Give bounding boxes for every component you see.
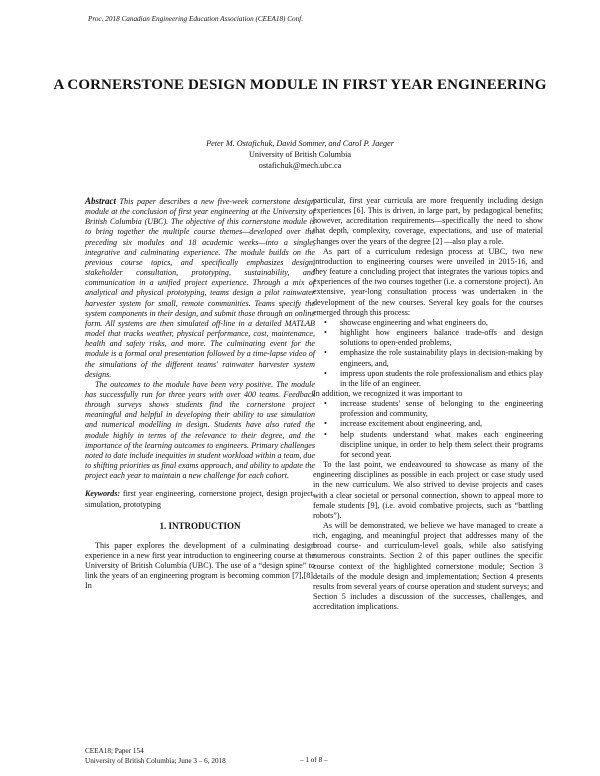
list-item: • help students understand what makes each engineering discipline unique, in order to help them select their programs for second year. — [313, 430, 543, 460]
keywords-paragraph — [85, 489, 315, 509]
list-item: • increase excitement about engineering, and, — [313, 419, 543, 429]
abstract-text: This paper describes a new five-week cornerstone design module at the conclusion of first year engineering at the University of British Columbia (UBC). The objective of this cornerstone module is to bring together the multiple course themes—developed over the preceding six modules and 18 academic weeks—into a single, integrative and culminating experience. The module builds on the previous course topics, and specifically emphasizes design, stakeholder consultation, prototyping, sustainability, and communication in a unified project experience. Through a mix of analytical and physical prototyping, teams design a pilot rainwater harvester system for small, remote communities. Teams specify the system components in their design, and submit those through an online form. All systems are then simulated off-line in a detailed MATLAB model that tracks weather, physical performance, cost, maintenance, health and safety risks, and more. The culminating event for the module is a formal oral presentation followed by a time-lapse video of the simulations of the different teams' rainwater harvester system designs. — [85, 197, 316, 379]
intro-paragraph: This paper explores the development of a culminating design experience in a new first year introduction to engineering course at the University of British Columbia (UBC). The use of a “design spine” to link the years of an engineering program is becoming common [7],[8]. In — [85, 540, 315, 591]
abstract-paragraph — [85, 196, 315, 380]
body-paragraph: As will be demonstrated, we believe we have managed to create a rich, engaging, and meaningful project that addresses many of the broad course- and curriculum-level goals, while also satisfying numerous constraints. Section 2 of this paper outlines the specific course context of the highlighted cornerstone module; Section 3 details of the module design and implementation; Section 4 presents results from several years of course operation and student surveys; and Section 5 includes a discussion of the successes, challenges, and accreditation implications. — [313, 521, 543, 612]
list-item: • showcase engineering and what engineers do, — [313, 318, 543, 328]
aims-list — [313, 399, 543, 460]
keywords-label: Keywords: — [85, 489, 121, 499]
author-names: Peter M. Ostafichuk, David Sommer, and Carol P. Jaeger — [206, 139, 394, 148]
footer-paper-id: CEEA18; Paper 154 — [85, 747, 144, 755]
author-block — [120, 138, 480, 171]
running-header: Proc. 2018 Canadian Engineering Education Association (CEEA18) Conf. — [88, 15, 304, 23]
page-footer — [85, 746, 226, 766]
abstract-paragraph-2: The outcomes to the module have been very positive. The module has successfully run for three years with over 400 teams. Feedback through surveys shows students find the cornerstone project meaningful and helpful in developing their ability to use simulation and numerical modelling in design. Students have also rated the module highly in terms of the relevance to their degree, and the importance of the learning outcomes to engineers. Primary challenges noted to date include inequities in student workload within a team, due to shifting priorities as final exams approach, and ability to update the project each year to maintain a new challenge for each cohort. — [85, 379, 315, 481]
list-item: • impress upon students the role professionalism and ethics play in the life of an engineer. — [313, 369, 543, 389]
left-column — [85, 196, 315, 592]
goals-list — [313, 318, 543, 389]
section-heading-introduction: 1. INTRODUCTION — [159, 520, 241, 531]
body-paragraph: particular, first year curricula are more frequently including design experiences [6]. This is driven, in large part, by pedagogical benefits; however, accreditation requirements—specifically the need to show that depth, complexity, coverage, expectations, and use of material changes over the years of the degree [2] —also play a role. — [313, 196, 543, 246]
body-paragraph: As part of a curriculum redesign process at UBC, two new introduction to engineering courses were unveiled in 2015-16, and they feature a concluding project that integrates the various topics and experiences of the two courses together (i.e. a cornerstone project). An extensive, year-long consultation process was undertaken in the development of the new courses. Several key goals for the courses emerged through this process: — [313, 246, 543, 317]
list-item: • increase students’ sense of belonging to the engineering profession and community, — [313, 399, 543, 419]
list-item: • emphasize the role sustainability plays in decision-making by engineers, and, — [313, 348, 543, 368]
abstract-label: Abstract — [85, 196, 117, 206]
author-email: ostafichuk@mech.ubc.ca — [258, 161, 342, 170]
keywords-text: first year engineering, cornerstone project, design project, simulation, prototyping — [85, 489, 315, 509]
right-column — [313, 196, 543, 612]
footer-venue: University of British Columbia; June 3 – 6, 2018 — [85, 757, 226, 765]
list-item: • highlight how engineers balance trade-offs and design solutions to open-ended problems, — [313, 328, 543, 348]
paper-title: A CORNERSTONE DESIGN MODULE IN FIRST YEAR ENGINEERING — [53, 77, 547, 93]
body-paragraph: To the last point, we endeavoured to showcase as many of the engineering disciplines as possible in each project or case study used in the new curriculum. We also strived to devise projects and cases with a clear societal or personal connection, shown to appeal more to female students [9], (i.e. avoid combative projects, such as “battling robots”). — [313, 460, 543, 520]
page-number: – 1 of 8 – — [300, 756, 328, 764]
author-affiliation: University of British Columbia — [248, 150, 352, 159]
body-paragraph: In addition, we recognized it was important to — [313, 388, 463, 398]
